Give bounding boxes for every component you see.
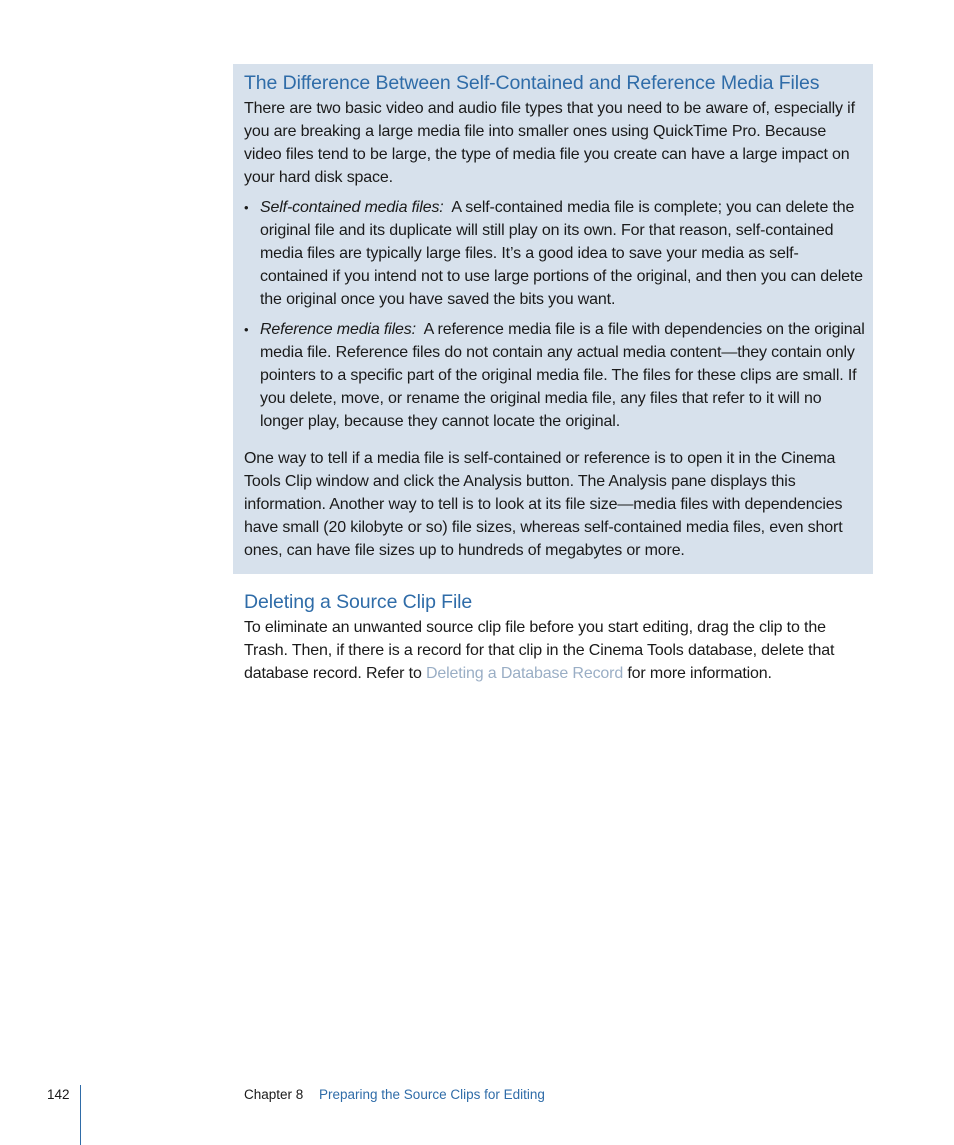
list-item bbox=[244, 318, 866, 433]
sidebar-intro-paragraph: There are two basic video and audio file types that you need to be aware of, especially if you are breaking a large media file into smaller ones using QuickTime Pro. Because video files tend to be large, the type of media file you create can have a large impact on your hard disk space. bbox=[244, 100, 855, 186]
sidebar-closing-paragraph: One way to tell if a media file is self-contained or reference is to open it in the Cinema Tools Clip window and click the Analysis button. The Analysis pane displays this information. Another way to tell is to look at its file size—media files with dependencies have small (20 kilobyte or so) file sizes, whereas self-contained media files, even short ones, can have file sizes up to hundreds of megabytes or more. bbox=[244, 450, 843, 559]
bullet-icon: • bbox=[244, 322, 249, 337]
section-text-before-link: To eliminate an unwanted source clip file before you start editing, drag the clip to the Trash. Then, if there is a record for that clip in the Cinema Tools database, delete that database record. Refer to bbox=[244, 619, 835, 682]
section-deleting-clip bbox=[244, 589, 866, 685]
chapter-label: Chapter 8 bbox=[244, 1087, 304, 1102]
bullet-icon: • bbox=[244, 200, 249, 215]
sidebar-content bbox=[244, 70, 866, 562]
section-paragraph bbox=[244, 616, 866, 685]
bullet-term: Reference media files: bbox=[260, 321, 416, 338]
chapter-title-link[interactable]: Preparing the Source Clips for Editing bbox=[319, 1087, 545, 1102]
footer-divider bbox=[80, 1085, 81, 1145]
cross-reference-link[interactable]: Deleting a Database Record bbox=[425, 665, 624, 682]
bullet-text: A self-contained media file is complete; you can delete the original file and its duplicate will still play on its own. For that reason, self-contained media files are typically large files. It’s a good idea to save your media as self-contained if you intend not to use large portions of the original, and then you can delete the original once you have saved the bits you want. bbox=[260, 199, 863, 308]
list-item bbox=[244, 196, 866, 311]
bullet-list bbox=[244, 196, 866, 433]
bullet-term: Self-contained media files: bbox=[260, 199, 444, 216]
bullet-text: A reference media file is a file with dependencies on the original media file. Reference files do not contain any actual media content—they contain only pointers to a specific part of the original media file. The files for these clips are small. If you delete, move, or rename the original media file, any files that refer to it will no longer play, because they cannot locate the original. bbox=[260, 321, 865, 430]
section-text-after-link: for more information. bbox=[623, 665, 772, 682]
sidebar-heading: The Difference Between Self-Contained and Reference Media Files bbox=[244, 72, 820, 94]
section-heading: Deleting a Source Clip File bbox=[244, 591, 473, 613]
page-number: 142 bbox=[47, 1087, 70, 1102]
